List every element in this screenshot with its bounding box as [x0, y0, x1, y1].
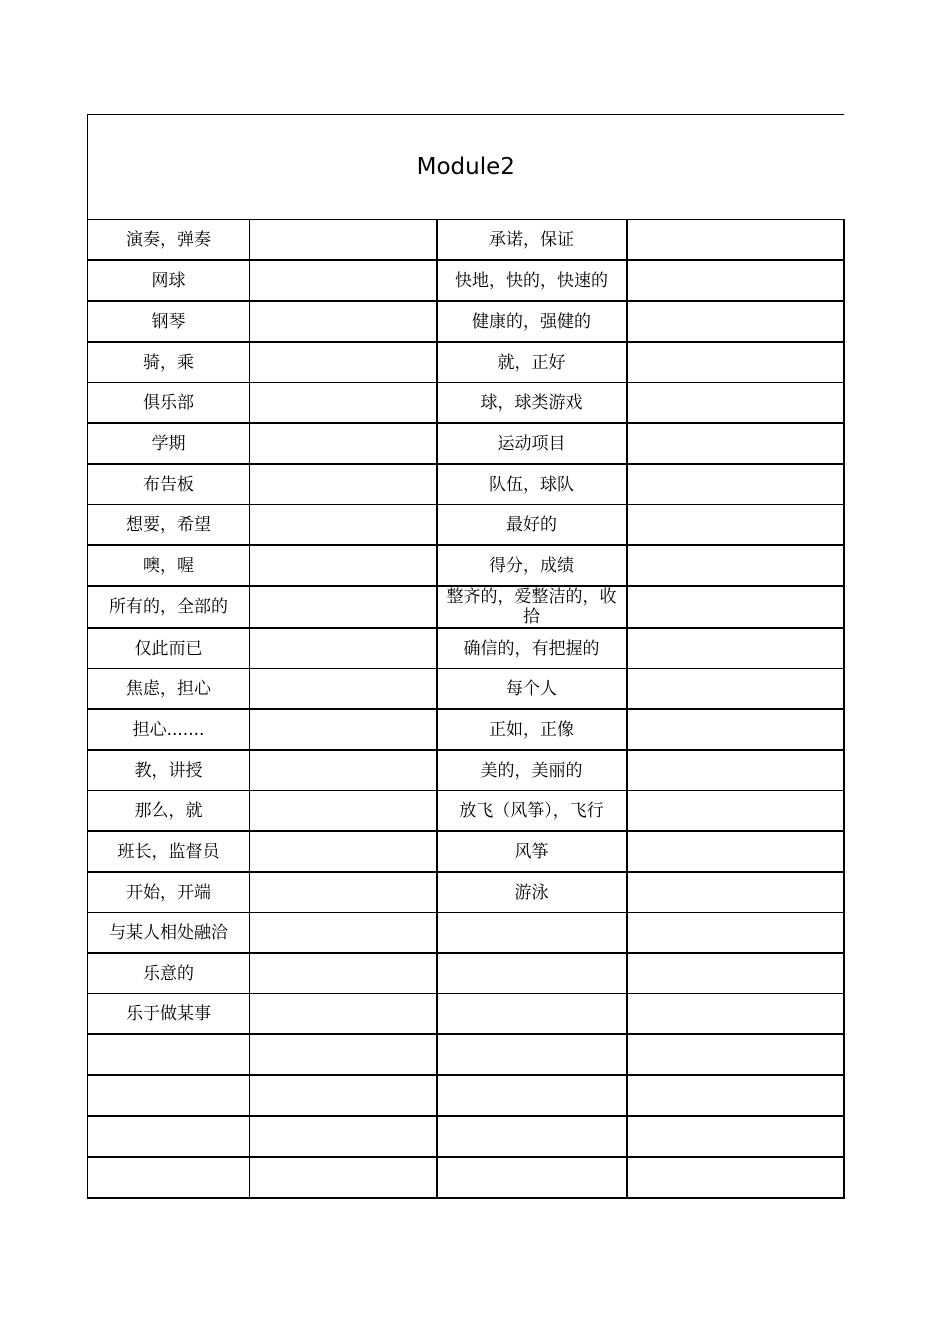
- answer-cell-left[interactable]: [250, 669, 437, 710]
- chinese-term-right: [437, 750, 627, 791]
- answer-cell-left[interactable]: [250, 953, 437, 994]
- chinese-term-left: [88, 260, 250, 301]
- term-text: 游泳: [514, 882, 549, 903]
- term-text: 运动项目: [497, 433, 566, 454]
- term-text: 布告板: [143, 474, 194, 495]
- answer-cell-left[interactable]: [250, 872, 437, 913]
- answer-cell-left[interactable]: [250, 342, 437, 383]
- chinese-term-right: [437, 872, 627, 913]
- answer-cell-left[interactable]: [250, 301, 437, 342]
- answer-cell-left[interactable]: [250, 1116, 437, 1157]
- term-text: 球，球类游戏: [480, 392, 583, 413]
- table-row: [88, 342, 844, 383]
- answer-cell-right[interactable]: [627, 1116, 844, 1157]
- chinese-term-right: [437, 791, 627, 832]
- term-text: 教，讲授: [134, 760, 203, 781]
- answer-cell-left[interactable]: [250, 791, 437, 832]
- table-row: [88, 505, 844, 546]
- term-text: 承诺，保证: [489, 229, 574, 250]
- term-text: 每个人: [506, 678, 557, 699]
- chinese-term-left: [88, 586, 250, 628]
- table-row: [88, 628, 844, 669]
- chinese-term-left: [88, 831, 250, 872]
- term-text: 网球: [151, 270, 186, 291]
- term-text: 仅此而已: [134, 638, 203, 659]
- chinese-term-right: [437, 628, 627, 669]
- table-row: [88, 1034, 844, 1075]
- chinese-term-right: [437, 220, 627, 261]
- term-text: 确信的，有把握的: [463, 638, 600, 659]
- term-text: 乐意的: [143, 963, 194, 984]
- vocabulary-sheet: [87, 114, 843, 1199]
- table-row: [88, 750, 844, 791]
- answer-cell-left[interactable]: [250, 423, 437, 464]
- answer-cell-right[interactable]: [627, 1075, 844, 1116]
- answer-cell-right[interactable]: [627, 669, 844, 710]
- answer-cell-left[interactable]: [250, 383, 437, 424]
- table-body: [88, 115, 844, 1199]
- chinese-term-left: [88, 545, 250, 586]
- term-text: 学期: [151, 433, 186, 454]
- answer-cell-right[interactable]: [627, 872, 844, 913]
- answer-cell-left[interactable]: [250, 505, 437, 546]
- answer-cell-right[interactable]: [627, 913, 844, 954]
- chinese-term-left: [88, 669, 250, 710]
- answer-cell-left[interactable]: [250, 1075, 437, 1116]
- table-row: [88, 791, 844, 832]
- term-text: 焦虑，担心: [126, 678, 211, 699]
- chinese-term-right: [437, 709, 627, 750]
- table-row: [88, 709, 844, 750]
- term-text: 开始，开端: [126, 882, 211, 903]
- term-text: 钢琴: [151, 311, 186, 332]
- answer-cell-left[interactable]: [250, 1157, 437, 1198]
- answer-cell-left[interactable]: [250, 586, 437, 628]
- answer-cell-left[interactable]: [250, 750, 437, 791]
- chinese-term-right: [437, 383, 627, 424]
- answer-cell-right[interactable]: [627, 220, 844, 261]
- chinese-term-left: [88, 220, 250, 261]
- answer-cell-right[interactable]: [627, 750, 844, 791]
- term-text: 队伍，球队: [489, 474, 574, 495]
- chinese-term-right: [437, 1034, 627, 1075]
- answer-cell-right[interactable]: [627, 953, 844, 994]
- answer-cell-left[interactable]: [250, 1034, 437, 1075]
- term-text: 就，正好: [497, 352, 566, 373]
- table-row: [88, 301, 844, 342]
- chinese-term-left: [88, 464, 250, 505]
- table-row: [88, 1116, 844, 1157]
- chinese-term-left: [88, 953, 250, 994]
- table-row: [88, 423, 844, 464]
- chinese-term-right: [437, 1116, 627, 1157]
- chinese-term-left: [88, 301, 250, 342]
- answer-cell-left[interactable]: [250, 628, 437, 669]
- table-row: [88, 464, 844, 505]
- chinese-term-left: [88, 505, 250, 546]
- chinese-term-left: [88, 913, 250, 954]
- chinese-term-left: [88, 709, 250, 750]
- chinese-term-left: [88, 1075, 250, 1116]
- chinese-term-right: [437, 586, 627, 628]
- chinese-term-left: [88, 1116, 250, 1157]
- answer-cell-right[interactable]: [627, 831, 844, 872]
- answer-cell-right[interactable]: [627, 545, 844, 586]
- answer-cell-right[interactable]: [627, 464, 844, 505]
- term-text: 放飞（风筝），飞行: [459, 800, 604, 821]
- chinese-term-left: [88, 342, 250, 383]
- term-text: 正如，正像: [489, 719, 574, 740]
- chinese-term-left: [88, 423, 250, 464]
- answer-cell-right[interactable]: [627, 628, 844, 669]
- table-row: [88, 994, 844, 1035]
- answer-cell-right[interactable]: [627, 301, 844, 342]
- answer-cell-right[interactable]: [627, 1157, 844, 1198]
- chinese-term-left: [88, 383, 250, 424]
- answer-cell-right[interactable]: [627, 342, 844, 383]
- term-text: 健康的，强健的: [472, 311, 591, 332]
- answer-cell-left[interactable]: [250, 545, 437, 586]
- chinese-term-right: [437, 464, 627, 505]
- vocabulary-table: [87, 114, 845, 1199]
- chinese-term-right: [437, 505, 627, 546]
- answer-cell-right[interactable]: [627, 423, 844, 464]
- answer-cell-left[interactable]: [250, 709, 437, 750]
- answer-cell-right[interactable]: [627, 709, 844, 750]
- chinese-term-left: [88, 1034, 250, 1075]
- answer-cell-right[interactable]: [627, 383, 844, 424]
- term-text: 得分，成绩: [489, 555, 574, 576]
- answer-cell-left[interactable]: [250, 831, 437, 872]
- table-row: [88, 1157, 844, 1198]
- answer-cell-right[interactable]: [627, 791, 844, 832]
- title-row: [88, 115, 844, 220]
- answer-cell-left[interactable]: [250, 994, 437, 1035]
- chinese-term-right: [437, 913, 627, 954]
- term-text: 班长，监督员: [117, 841, 220, 862]
- term-text: 风筝: [514, 841, 549, 862]
- chinese-term-left: [88, 994, 250, 1035]
- term-text: 整齐的，爱整洁的，收拾: [446, 587, 617, 627]
- table-row: [88, 383, 844, 424]
- term-text: 乐于做某事: [126, 1003, 211, 1024]
- table-row: [88, 953, 844, 994]
- chinese-term-right: [437, 994, 627, 1035]
- chinese-term-left: [88, 628, 250, 669]
- answer-cell-right[interactable]: [627, 260, 844, 301]
- table-row: [88, 913, 844, 954]
- table-row: [88, 831, 844, 872]
- table-row: [88, 872, 844, 913]
- table-row: [88, 260, 844, 301]
- answer-cell-right[interactable]: [627, 586, 844, 628]
- answer-cell-left[interactable]: [250, 260, 437, 301]
- chinese-term-left: [88, 872, 250, 913]
- chinese-term-right: [437, 545, 627, 586]
- term-text: 与某人相处融洽: [109, 922, 228, 943]
- answer-cell-left[interactable]: [250, 220, 437, 261]
- term-text: 噢，喔: [143, 555, 194, 576]
- chinese-term-right: [437, 342, 627, 383]
- table-row: [88, 1075, 844, 1116]
- term-text: 所有的，全部的: [109, 597, 228, 617]
- answer-cell-right[interactable]: [627, 505, 844, 546]
- term-text: 快地，快的，快速的: [455, 270, 608, 291]
- chinese-term-right: [437, 301, 627, 342]
- term-text: 俱乐部: [143, 392, 194, 413]
- table-row: [88, 220, 844, 261]
- chinese-term-left: [88, 791, 250, 832]
- term-text: 想要，希望: [126, 514, 211, 535]
- chinese-term-right: [437, 1075, 627, 1116]
- term-text: 演奏，弹奏: [126, 229, 211, 250]
- chinese-term-right: [437, 423, 627, 464]
- chinese-term-right: [437, 953, 627, 994]
- table-row: [88, 586, 844, 628]
- chinese-term-right: [437, 669, 627, 710]
- module-title: Module2: [88, 115, 844, 220]
- term-text: 最好的: [506, 514, 557, 535]
- answer-cell-left[interactable]: [250, 913, 437, 954]
- answer-cell-left[interactable]: [250, 464, 437, 505]
- table-row: [88, 669, 844, 710]
- answer-cell-right[interactable]: [627, 1034, 844, 1075]
- chinese-term-right: [437, 831, 627, 872]
- chinese-term-left: [88, 1157, 250, 1198]
- term-text: 骑，乘: [143, 352, 194, 373]
- term-text: 那么，就: [134, 800, 203, 821]
- chinese-term-right: [437, 260, 627, 301]
- chinese-term-right: [437, 1157, 627, 1198]
- answer-cell-right[interactable]: [627, 994, 844, 1035]
- term-text: 担心.......: [132, 719, 205, 740]
- chinese-term-left: [88, 750, 250, 791]
- table-row: [88, 545, 844, 586]
- term-text: 美的，美丽的: [480, 760, 583, 781]
